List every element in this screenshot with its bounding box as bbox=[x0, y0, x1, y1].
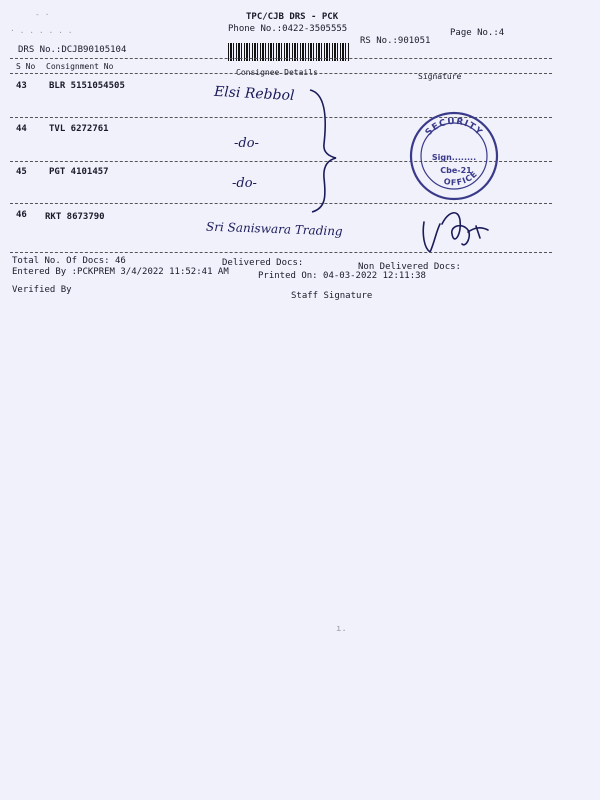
handwritten-brace bbox=[306, 86, 346, 216]
row-s-no: 45 bbox=[16, 167, 27, 177]
delivered-docs: Delivered Docs: bbox=[222, 258, 304, 268]
scan-artifact: - · bbox=[35, 10, 50, 19]
column-header-consignment: Consignment No bbox=[46, 62, 114, 71]
svg-text:SECURITY bbox=[424, 117, 484, 138]
row-consignment: RKT 8673790 bbox=[45, 212, 105, 222]
row-s-no: 43 bbox=[16, 81, 27, 91]
column-header-s-no: S No bbox=[16, 62, 36, 71]
printed-on: Printed On: 04-03-2022 12:11:38 bbox=[258, 271, 426, 281]
scan-artifact: · . . . . . . bbox=[10, 26, 73, 35]
row-s-no: 46 bbox=[16, 210, 27, 220]
security-stamp bbox=[408, 110, 500, 202]
row-consignment: PGT 4101457 bbox=[49, 167, 109, 177]
drs-number: DRS No.:DCJB90105104 bbox=[18, 45, 127, 55]
document-title: TPC/CJB DRS - PCK bbox=[246, 12, 339, 22]
entered-by: Entered By :PCKPREM 3/4/2022 11:52:41 AM bbox=[12, 267, 229, 277]
row-consignment: TVL 6272761 bbox=[49, 124, 109, 134]
scan-artifact: ı. bbox=[336, 624, 347, 634]
stamp-sign: Sign........ bbox=[431, 153, 477, 162]
divider bbox=[10, 252, 552, 253]
row-handwriting: -do- bbox=[232, 176, 257, 191]
staff-signature: Staff Signature bbox=[291, 291, 373, 301]
row-handwriting: -do- bbox=[234, 136, 259, 151]
handwritten-signature bbox=[418, 204, 498, 258]
stamp-code: Cbe-21 bbox=[440, 166, 472, 175]
non-delivered-docs: Non Delivered Docs: bbox=[358, 262, 461, 272]
row-consignment: BLR 5151054505 bbox=[49, 81, 125, 91]
stamp-bottom-text: OFFICE bbox=[442, 169, 480, 188]
row-handwriting: Sri Saniswara Trading bbox=[205, 219, 343, 239]
divider bbox=[10, 58, 552, 59]
row-s-no: 44 bbox=[16, 124, 27, 134]
verified-by: Verified By bbox=[12, 285, 72, 295]
total-docs: Total No. Of Docs: 46 bbox=[12, 256, 126, 266]
column-header-consignee: Consignee Details bbox=[236, 68, 318, 77]
divider bbox=[10, 73, 552, 74]
rs-number: RS No.:901051 bbox=[360, 36, 431, 46]
row-handwriting: Elsi Rebbol bbox=[213, 83, 295, 105]
column-header-signature: Signature bbox=[418, 72, 462, 81]
page-number: Page No.:4 bbox=[450, 28, 505, 38]
phone-number: Phone No.:0422-3505555 bbox=[228, 24, 348, 34]
stamp-top-text: SECURITY bbox=[423, 116, 485, 139]
